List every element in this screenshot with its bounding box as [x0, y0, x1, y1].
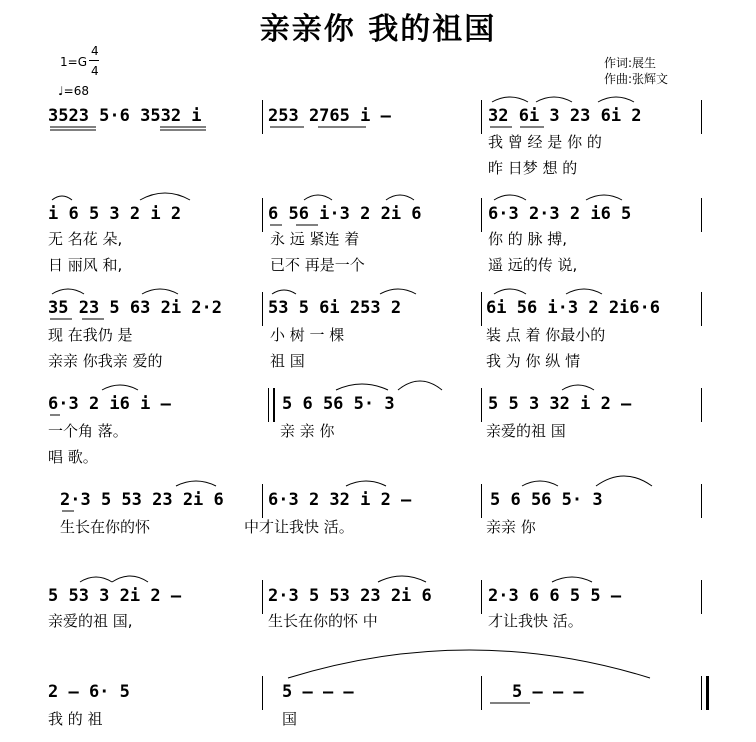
lyric-s2-v2-a: 日 丽风 和, [48, 256, 123, 274]
lyric-s4-v1-b: 亲 亲 你 [280, 422, 335, 440]
notes-s2-m3: 6·3 2·3 2 i6 5 [488, 204, 632, 224]
notes-s2-m2: 6 56 i·3 2 2i 6 [268, 204, 422, 224]
lyric-s3-v1-b: 小 树 一 棵 [270, 326, 345, 344]
barline [481, 198, 482, 232]
lyric-s2-v1-b: 永 远 紧连 着 [270, 230, 360, 248]
notes-s3-m1: 35 23 5 63 2i 2·2 [48, 298, 222, 318]
notes-s6-m1: 5 53 3 2i 2 – [48, 586, 182, 606]
lyric-s4-v1-c: 亲爱的祖 国 [486, 422, 566, 440]
notes-s1-m3: 32 6i 3 23 6i 2 [488, 106, 642, 126]
lyric-s5-a: 生长在你的怀 [60, 518, 151, 536]
lyric-s5-b: 中才让我快 活。 [244, 518, 354, 536]
lyric-s3-v2-c: 我 为 你 纵 情 [486, 352, 581, 370]
barline [481, 388, 482, 422]
barline [262, 580, 263, 614]
final-barline [701, 676, 702, 710]
lyric-s3-v2-a: 亲亲 你我亲 爱的 [48, 352, 163, 370]
repeat-barline-thick [273, 388, 275, 422]
lyric-s6-c: 才让我快 活。 [488, 612, 583, 630]
barline [481, 484, 482, 518]
barline [262, 198, 263, 232]
barline [481, 580, 482, 614]
notes-s5-m3: 5 6 56 5· 3 [490, 490, 603, 510]
notes-s5-m1: 2·3 5 53 23 2i 6 [60, 490, 224, 510]
notes-s7-m2: 5 – – – [282, 682, 354, 702]
notes-s4-m1: 6·3 2 i6 i – [48, 394, 171, 414]
barline [262, 292, 263, 326]
lyric-s2-v2-c: 遥 远的传 说, [488, 256, 578, 274]
barline [262, 100, 263, 134]
key-signature: 1=G [60, 55, 87, 69]
barline [701, 198, 702, 232]
tempo-marking: ♩=68 [58, 84, 89, 98]
lyric-s2-v1-c: 你 的 脉 搏, [488, 230, 568, 248]
lyric-s5-c: 亲亲 你 [486, 518, 536, 536]
lyric-s2-v1-a: 无 名花 朵, [48, 230, 123, 248]
lyric-s1-v2: 昨 日梦 想 的 [488, 159, 578, 177]
barline [701, 580, 702, 614]
notes-s7-m3: 5 – – – [512, 682, 584, 702]
lyric-s7-b: 国 [282, 710, 298, 728]
barline [262, 484, 263, 518]
lyric-s6-b: 生长在你的怀 中 [268, 612, 378, 630]
lyric-s6-a: 亲爱的祖 国, [48, 612, 133, 630]
barline [481, 676, 482, 710]
lyric-s1-v1: 我 曾 经 是 你 的 [488, 133, 602, 151]
barline [481, 292, 482, 326]
composer-credit: 作曲:张辉文 [604, 72, 669, 86]
notes-s5-m2: 6·3 2 32 i 2 – [268, 490, 412, 510]
lyricist-credit: 作词:展生 [604, 56, 657, 70]
barline [481, 100, 482, 134]
notes-s6-m3: 2·3 6 6 5 5 – [488, 586, 622, 606]
lyric-s3-v2-b: 祖 国 [270, 352, 305, 370]
barline [701, 388, 702, 422]
barline [701, 100, 702, 134]
notes-s7-m1: 2 – 6· 5 [48, 682, 130, 702]
barline [701, 292, 702, 326]
barline [262, 676, 263, 710]
time-signature-top: 4 [91, 44, 99, 58]
lyric-s3-v1-c: 装 点 着 你最小的 [486, 326, 606, 344]
notes-s1-m2: 253 2765 i – [268, 106, 391, 126]
notes-s4-m2: 5 6 56 5· 3 [282, 394, 395, 414]
lyric-s7-a: 我 的 祖 [48, 710, 103, 728]
repeat-barline [268, 388, 269, 422]
notes-s3-m3: 6i 56 i·3 2 2i6·6 [486, 298, 660, 318]
notes-s6-m2: 2·3 5 53 23 2i 6 [268, 586, 432, 606]
lyric-s2-v2-b: 已不 再是一个 [270, 256, 365, 274]
song-title: 亲亲你 我的祖国 [259, 12, 497, 47]
time-signature-line [89, 60, 99, 61]
barline [701, 484, 702, 518]
lyric-s4-v2-a: 唱 歌。 [48, 448, 98, 466]
time-signature-bottom: 4 [91, 64, 99, 78]
final-barline-thick [706, 676, 709, 710]
notes-s4-m3: 5 5 3 32 i 2 – [488, 394, 632, 414]
notes-s2-m1: i 6 5 3 2 i 2 [48, 204, 182, 224]
lyric-s3-v1-a: 现 在我仍 是 [48, 326, 133, 344]
notes-s1-m1: 3523 5·6 3532 i [48, 106, 202, 126]
notes-s3-m2: 53 5 6i 253 2 [268, 298, 402, 318]
lyric-s4-v1-a: 一个角 落。 [48, 422, 128, 440]
